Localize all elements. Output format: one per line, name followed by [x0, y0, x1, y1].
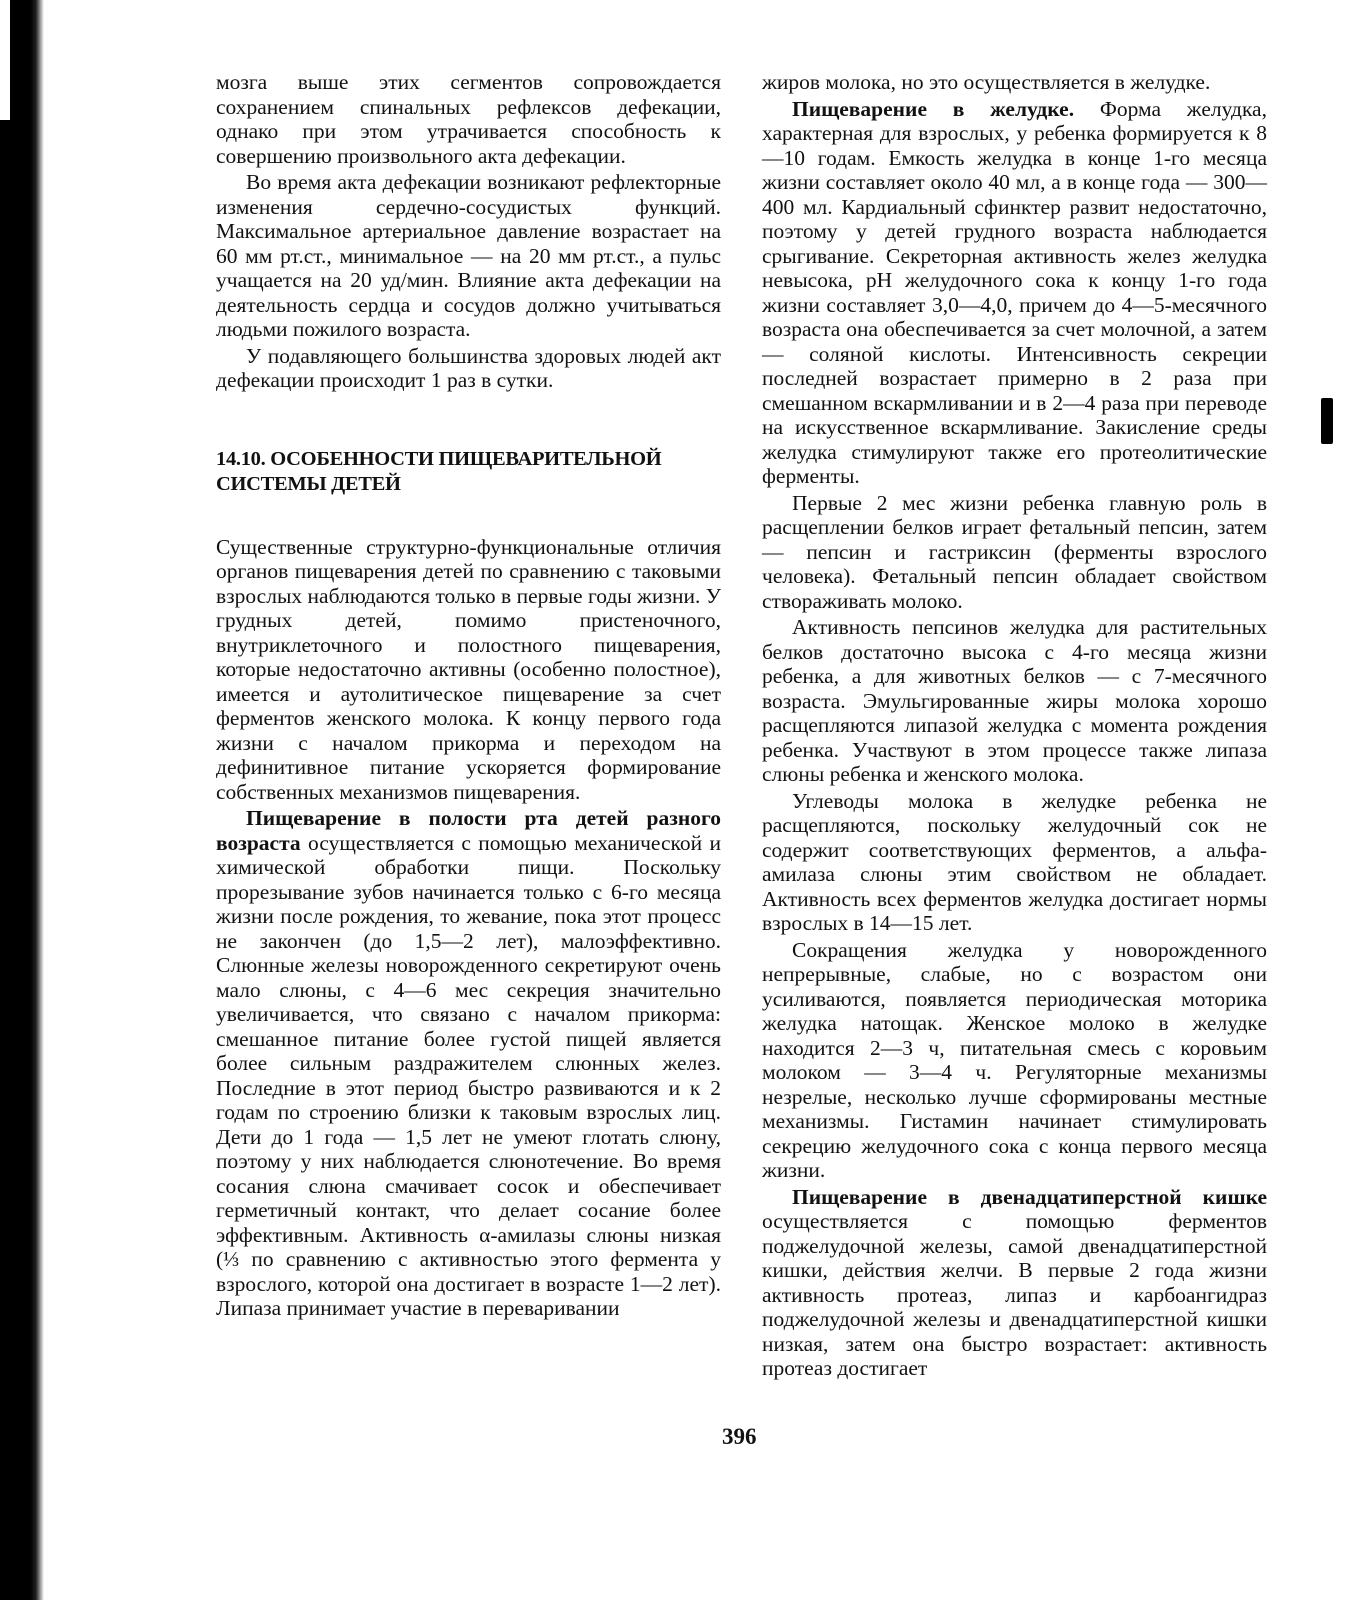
bold-lead: Пищеварение в желудке.	[792, 96, 1075, 121]
paragraph-text: осуществляется с помощью механической и химической обработки пищи. Поскольку прорезывание зубов начинается только с 6-го месяца жизни после рождения, то жевание, пока этот процесс не закончен (до 1,5—2 лет), малоэффективно. Слюнные железы новорожденного секретируют очень мало слюны, с 4—6 мес секреция значительно увеличивается, что связано с началом прикорма: смешанное питание более густой пищей является более сильным раздражителем слюнных желез. Последние в этот период быстро развиваются и к 2 годам по строению близки к таковым взрослых лиц. Дети до 1 года — 1,5 лет не умеют глотать слюну, поэтому у них наблюдается слюнотечение. Во время сосания слюна смачивает сосок и обеспечивает герметичный контакт, что делает сосание более эффективным. Активность α-амилазы слюны низкая (⅓ по сравнению с активностью этого фермента у взрослого, которой она достигает в возрасте 1—2 лет). Липаза принимает участие в переваривании	[216, 830, 721, 1320]
paragraph-text: осуществляется с помощью ферментов поджелудочной железы, самой двенадцатиперстной кишки, действия желчи. В первые 2 года жизни активность протеаз, липаз и карбоангидраз поджелудочной железы и двенадцатиперстной кишки низкая, затем она быстро возрастает: активность протеаз достигает	[762, 1209, 1267, 1380]
edge-mark	[1321, 398, 1333, 444]
paragraph: Во время акта дефекации возникают рефлекторные изменения сердечно-сосудистых функций. Максимальное артериальное давление возрастает на 60 мм рт.ст., минимальное — на 20 мм рт.ст., а пульс учащается на 20 уд/мин. Влияние акта дефекации на деятельность сердца и сосудов должно учитываться людьми пожилого возраста.	[216, 170, 721, 341]
left-column	[216, 70, 721, 1321]
right-column	[762, 70, 1267, 1381]
paragraph: жиров молока, но это осуществляется в желудке.	[762, 70, 1211, 94]
paragraph: Существенные структурно-функциональные отличия органов пищеварения детей по сравнению с таковыми взрослых наблюдаются только в первые годы жизни. У грудных детей, помимо пристеночного, внутриклеточного и полостного пищеварения, которые недостаточно активны (особенно полостное), имеется и аутолитическое пищеварение за счет ферментов женского молока. К концу первого года жизни с началом прикорма и переходом на дефинитивное питание ускоряется формирование собственных механизмов пищеварения.	[216, 534, 721, 804]
paragraph	[762, 97, 1267, 489]
scan-edge-shadow	[0, 0, 44, 1600]
section-heading-line: СИСТЕМЫ ДЕТЕЙ	[216, 472, 401, 495]
paragraph: Первые 2 мес жизни ребенка главную роль в расщеплении белков играет фетальный пепсин, затем — пепсин и гастриксин (ферменты взрослого человека). Фетальный пепсин обладает свойством створаживать молоко.	[762, 490, 1267, 613]
bold-lead: Пищеварение в полости рта детей разного возраста	[216, 806, 721, 855]
paragraph: мозга выше этих сегментов сопровождается сохранением спинальных рефлексов дефекации, однако при этом утрачивается способность к совершению произвольного акта дефекации.	[216, 70, 721, 168]
paragraph-text: Форма желудка, характерная для взрослых, у ребенка формируется к 8—10 годам. Емкость желудка в конце 1-го месяца жизни составляет около 40 мл, а в конце года — 300—400 мл. Кардиальный сфинктер развит недостаточно, поэтому у детей грудного возраста наблюдается срыгивание. Секреторная активность желез желудка невысока, pH желудочного сока к концу 1-го года жизни составляет 3,0—4,0, причем до 4—5-месячного возраста она обеспечивается за счет молочной, а затем — соляной кислоты. Интенсивность секреции последней возрастает примерно в 2 раза при смешанном вскармливании и в 2—4 раза при переводе на искусственное вскармливание. Закисление среды желудка стимулируют также его протеолитические ферменты.	[762, 96, 1267, 488]
page-number: 396	[722, 1424, 757, 1449]
section-heading	[216, 447, 721, 497]
paragraph	[762, 1185, 1267, 1381]
bold-lead: Пищеварение в двенадцатиперстной кишке	[792, 1184, 1267, 1209]
paragraph: Активность пепсинов желудка для растительных белков достаточно высока с 4-го месяца жизни ребенка, а для животных белков — с 7-месячного возраста. Эмульгированные жиры молока хорошо расщепляются липазой желудка с момента рождения ребенка. Участвуют в этом процессе также липаза слюны ребенка и женского молока.	[762, 615, 1267, 786]
paragraph: Сокращения желудка у новорожденного непрерывные, слабые, но с возрастом они усиливаются, появляется периодическая моторика желудка натощак. Женское молоко в желудке находится 2—3 ч, питательная смесь с коровьим молоком — 3—4 ч. Регуляторные механизмы незрелые, несколько лучше сформированы местные механизмы. Гистамин начинает стимулировать секрецию желудочного сока с конца первого месяца жизни.	[762, 937, 1267, 1182]
paragraph: У подавляющего большинства здоровых людей акт дефекации происходит 1 раз в сутки.	[216, 343, 721, 392]
section-heading-line: 14.10. ОСОБЕННОСТИ ПИЩЕВАРИТЕЛЬНОЙ	[216, 447, 662, 470]
paragraph	[216, 806, 721, 1321]
scan-edge-top	[0, 0, 10, 120]
paragraph: Углеводы молока в желудке ребенка не расщепляются, поскольку желудочный сок не содержит соответствующих ферментов, а альфа-амилаза слюны этим свойством не обладает. Активность всех ферментов желудка достигает нормы взрослых в 14—15 лет.	[762, 788, 1267, 935]
